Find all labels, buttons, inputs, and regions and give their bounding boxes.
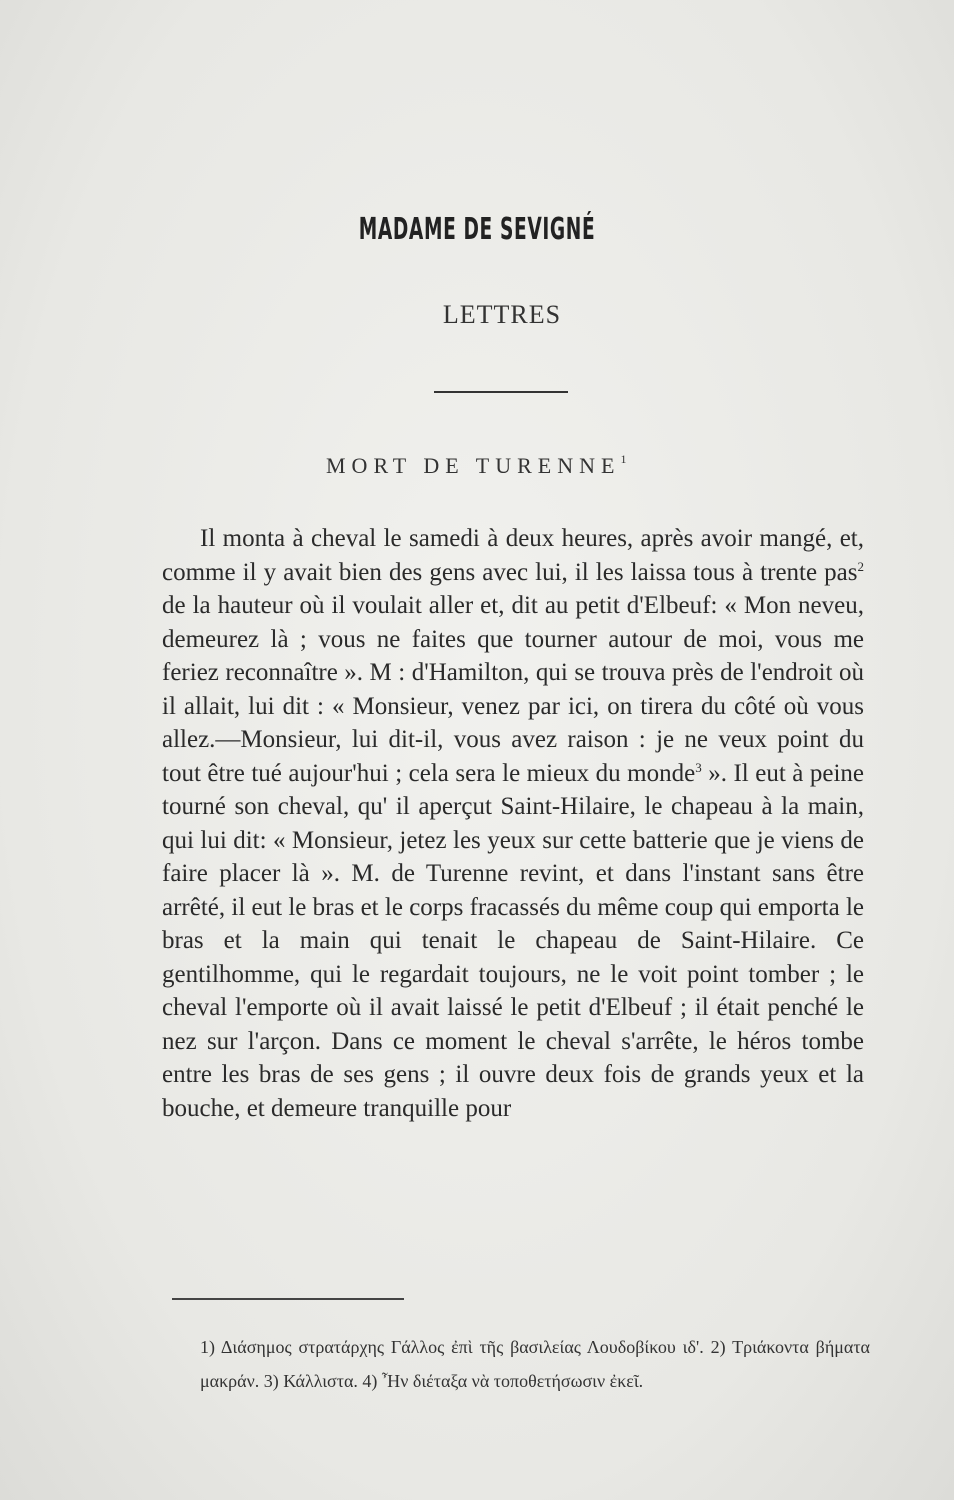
section-heading: LETTRES (442, 300, 562, 329)
footnote-text: Τριάκοντα βήματα μακράν. (200, 1337, 870, 1391)
footnote-ref: 2 (857, 558, 864, 574)
footnote-mark: 2) (710, 1337, 726, 1357)
footnote-divider (172, 1298, 404, 1300)
body-segment: de la hauteur où il voulait aller et, dit au petit d'Elbeuf: « Mon neveu, demeurez là ; vous ne faites que tourner autour de moi, vous me feriez reconnaître ». M : d'Hamilton, qui se trouva près de l'endroit où il allait, lui dit : « Monsieur, venez par ici, on tirera du côté où vous allez.—Monsieur, lui dit-il, vous avez raison : je ne veux point du tout être tué aujour'hui ; cela sera le mieux du monde (162, 592, 864, 787)
footnotes (200, 1330, 870, 1398)
title-divider (434, 391, 568, 393)
footnote-mark: 1) (200, 1337, 215, 1357)
footnote-ref: 3 (695, 759, 702, 775)
article-title (326, 452, 686, 479)
body-segment: Il monta à cheval le samedi à deux heures, après avoir mangé, et, comme il y avait bien des gens avec lui, il les laissa tous à trente pas (162, 525, 864, 586)
footnote-text: Ἦν διέταξα νὰ τοποθετήσωσιν ἐκεῖ. (381, 1371, 644, 1391)
footnote-text: Διάσημος στρατάρχης Γάλλος ἐπὶ τῆς βασιλείας Λουδοβίκου ιδ'. (220, 1337, 704, 1357)
title-footnote-mark: 1 (620, 452, 627, 466)
author-heading: MADAME DE SEVIGNÉ (358, 212, 596, 247)
footnote-mark: 3) (263, 1371, 279, 1391)
body-segment: ». Il eut à peine tourné son cheval, qu' il aperçut Saint-Hilaire, le chapeau à la main, qui lui dit: « Monsieur, jetez les yeux sur cette batterie que je viens de faire placer là ». M. de Turenne revint, et dans l'instant sans être arrêté, il eut le bras et le corps fracassés du même coup qui emporta le bras et la main qui tenait le chapeau de Saint-Hilaire. Ce gentilhomme, qui le regardait toujours, ne le voit point tomber ; le cheval l'emporte où il avait laissé le petit d'Elbeuf ; il était penché le nez sur l'arçon. Dans ce moment le cheval s'arrête, le héros tombe entre les bras de ses gens ; il ouvre deux fois de grands yeux et la bouche, et demeure tranquille pour (162, 759, 864, 1122)
article-title-text: MORT DE TURENNE (326, 453, 621, 478)
footnote-mark: 4) (362, 1371, 378, 1391)
body-text (162, 522, 864, 1125)
footnote-text: Κάλλιστα. (283, 1371, 358, 1391)
